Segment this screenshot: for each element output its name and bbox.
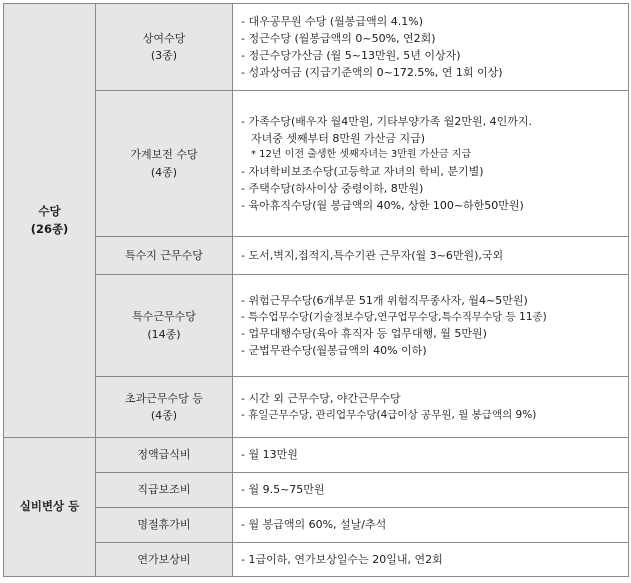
detail-cell [233, 91, 629, 237]
detail-note: * 12년 이전 출생한 셋째자녀는 3만원 가산금 지급 [251, 149, 472, 161]
detail-cell [233, 508, 629, 543]
table-row [4, 377, 629, 438]
subcategory-name: 연가보상비 [137, 552, 191, 566]
table-row [4, 438, 629, 473]
allowance-table [3, 3, 629, 577]
subcategory-name: 직급보조비 [137, 483, 191, 497]
table-row [4, 508, 629, 543]
category-cell-allowance [4, 4, 96, 438]
detail-line: - 시간 외 근무수당, 야간근무수당 [241, 392, 401, 406]
subcategory-cell [96, 91, 233, 237]
detail-cell [233, 4, 629, 91]
detail-line: - 정근수당가산금 (월 5~13만원, 5년 이상자) [241, 49, 461, 62]
detail-line: - 업무대행수당(육아 휴직자 등 업무대행, 월 5만원) [241, 327, 487, 341]
subcategory-count: (14종) [147, 327, 181, 341]
detail-cell [233, 473, 629, 508]
table-row [4, 237, 629, 275]
subcategory-cell [96, 237, 233, 275]
category-title: 수당 [38, 203, 61, 218]
table-row [4, 91, 629, 237]
subcategory-name: 초과근무수당 등 [125, 391, 203, 405]
category-title: 실비변상 등 [19, 499, 80, 514]
category-count: (26종) [30, 221, 69, 236]
detail-line: - 특수업무수당(기술정보수당,연구업무수당,특수직무수당 등 11종) [241, 310, 547, 323]
detail-line: - 자녀학비보조수당(고등학교 자녀의 학비, 분기별) [241, 164, 484, 178]
subcategory-cell [96, 508, 233, 543]
detail-line: - 도서,벽지,접적지,특수기관 근무자(월 3~6만원),국외 [241, 248, 504, 262]
subcategory-count: (4종) [150, 165, 178, 179]
subcategory-name: 가계보전 수당 [130, 148, 198, 162]
subcategory-cell [96, 543, 233, 577]
detail-line: - 월 9.5~75만원 [241, 483, 325, 497]
subcategory-count: (3종) [150, 49, 178, 62]
subcategory-cell [96, 438, 233, 473]
subcategory-count: (4종) [150, 409, 178, 422]
subcategory-cell [96, 275, 233, 377]
detail-cell [233, 377, 629, 438]
detail-line: - 대우공무원 수당 (월봉급액의 4.1%) [241, 14, 423, 28]
subcategory-name: 명절휴가비 [137, 518, 191, 532]
detail-line: - 정근수당 (월봉급액의 0~50%, 연2회) [241, 31, 436, 45]
subcategory-name: 정액급식비 [137, 448, 191, 462]
subcategory-cell [96, 473, 233, 508]
table-row [4, 4, 629, 91]
subcategory-name: 특수근무수당 [132, 310, 196, 324]
detail-line: - 가족수당(배우자 월4만원, 기타부양가족 월2만원, 4인까지. [241, 115, 532, 129]
subcategory-name: 특수지 근무수당 [125, 248, 203, 262]
table-row [4, 275, 629, 377]
table-row [4, 473, 629, 508]
detail-line: - 성과상여금 (지급기준액의 0~172.5%, 연 1회 이상) [241, 66, 503, 80]
detail-line: - 군법무관수당(월봉급액의 40% 이하) [241, 344, 427, 358]
detail-line: - 위험근무수당(6개부문 51개 위험직무종사자, 월4~5만원) [241, 293, 528, 307]
detail-line: 자녀중 셋째부터 8만원 가산금 지급) [251, 132, 426, 146]
subcategory-name: 상여수당 [142, 31, 186, 45]
category-cell-expense [4, 438, 96, 577]
detail-line: - 월 13만원 [241, 448, 298, 462]
detail-line: - 월 봉급액의 60%, 설날/추석 [241, 518, 387, 532]
detail-cell [233, 237, 629, 275]
subcategory-cell [96, 377, 233, 438]
subcategory-cell [96, 4, 233, 91]
table-row [4, 543, 629, 577]
detail-line: - 휴일근무수당, 관리업무수당(4급이상 공무원, 월 봉급액의 9%) [241, 409, 537, 422]
detail-cell [233, 275, 629, 377]
detail-cell [233, 438, 629, 473]
detail-line: - 육아휴직수당(월 봉급액의 40%, 상한 100~하한50만원) [241, 198, 524, 212]
detail-line: - 주택수당(하사이상 중령이하, 8만원) [241, 181, 424, 195]
detail-line: - 1급이하, 연가보상일수는 20일내, 연2회 [241, 552, 443, 566]
detail-cell [233, 543, 629, 577]
